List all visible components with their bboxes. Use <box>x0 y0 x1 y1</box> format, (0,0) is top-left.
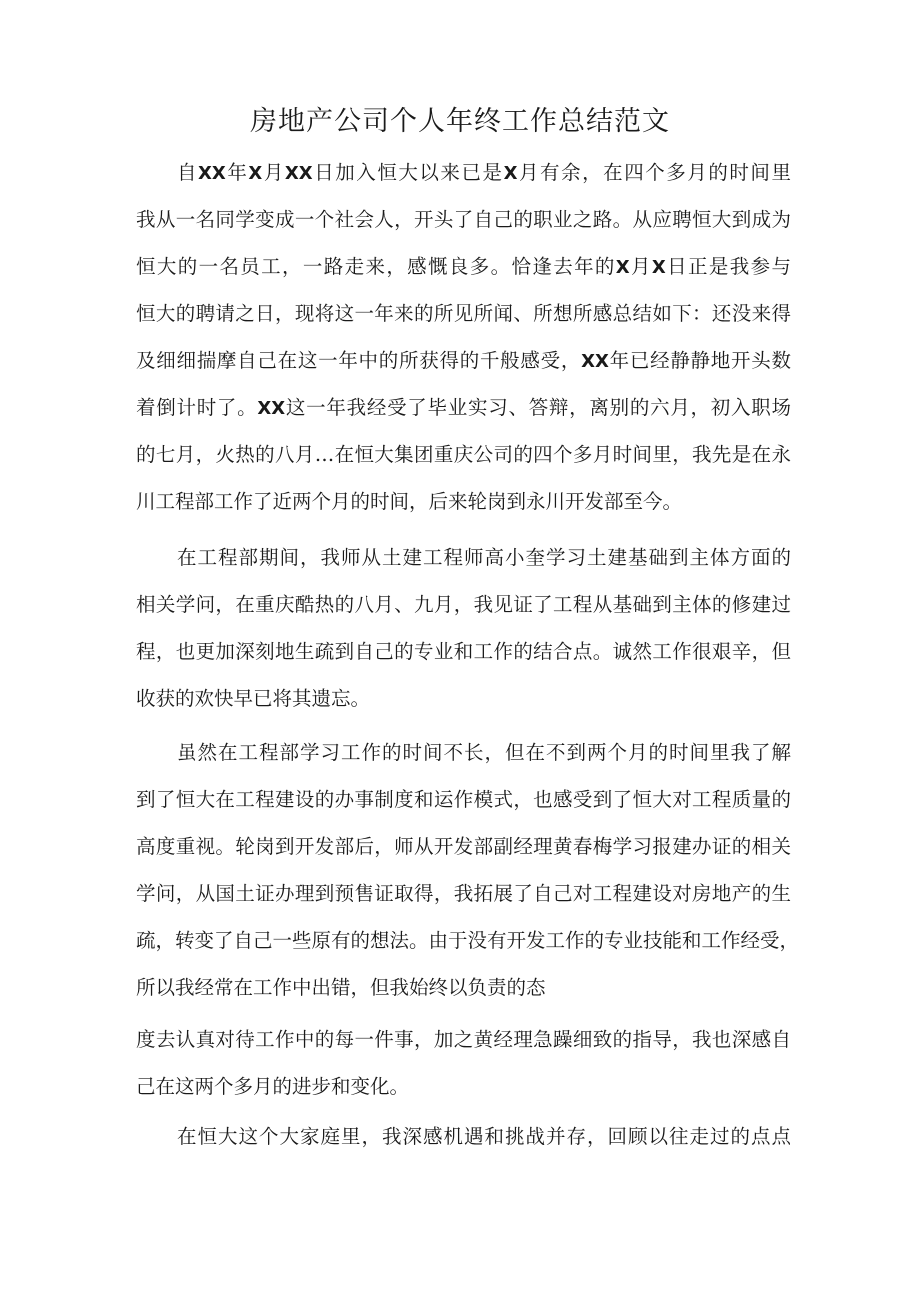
placeholder-mark: XX <box>257 398 286 419</box>
paragraph-line: 在工程部期间，我师从土建工程师高小奎学习土建基础到主体方面的 <box>177 546 791 569</box>
paragraph-line: 度去认真对待工作中的每一件事，加之黄经理急躁细致的指导，我也深感自 <box>136 1028 791 1051</box>
paragraph-line: 己在这两个多月的进步和变化。 <box>136 1075 410 1098</box>
placeholder-mark: XX <box>198 163 226 184</box>
paragraph-line: 收获的欢快早已将其遗忘。 <box>136 687 371 710</box>
paragraph-line: 自XX年X月XX日加入恒大以来已是X月有余，在四个多月的时间里 <box>177 161 791 184</box>
paragraph-line: 学问，从国土证办理到预售证取得，我拓展了自己对工程建设对房地产的生 <box>136 882 791 905</box>
paragraph-line: 所以我经常在工作中出错，但我始终以负责的态 <box>136 976 546 999</box>
paragraph-line: 到了恒大在工程建设的办事制度和运作模式，也感受到了恒大对工程质量的 <box>136 788 791 811</box>
paragraph-line: 的七月，火热的八月…在恒大集团重庆公司的四个多月时间里，我先是在永 <box>136 443 791 466</box>
paragraph-line: 川工程部工作了近两个月的时间，后来轮岗到永川开发部至今。 <box>136 490 683 513</box>
paragraph-line: 高度重视。轮岗到开发部后，师从开发部副经理黄春梅学习报建办证的相关 <box>136 835 791 858</box>
paragraph-line: 在恒大这个大家庭里，我深感机遇和挑战并存，回顾以往走过的点点 <box>177 1125 791 1148</box>
paragraph-line: 着倒计时了。XX这一年我经受了毕业实习、答辩，离别的六月，初入职场 <box>136 396 791 419</box>
placeholder-mark: X <box>248 163 263 184</box>
paragraph-line: 恒大的一名员工，一路走来，感慨良多。恰逢去年的X月X日正是我参与 <box>136 255 791 278</box>
paragraph-line: 虽然在工程部学习工作的时间不长，但在不到两个月的时间里我了解 <box>177 741 791 764</box>
placeholder-mark: XX <box>581 351 609 372</box>
placeholder-mark: X <box>615 257 630 278</box>
paragraph-line: 我从一名同学变成一个社会人，开头了自己的职业之路。从应聘恒大到成为 <box>136 208 791 231</box>
paragraph-line: 恒大的聘请之日，现将这一年来的所见所闻、所想所感总结如下：还没来得 <box>136 302 791 325</box>
placeholder-mark: X <box>503 163 518 184</box>
paragraph-line: 程，也更加深刻地生疏到自己的专业和工作的结合点。诚然工作很艰辛，但 <box>136 640 791 663</box>
document-title: 房地产公司个人年终工作总结范文 <box>250 106 670 137</box>
paragraph-line: 相关学问，在重庆酷热的八月、九月，我见证了工程从基础到主体的修建过 <box>136 593 791 616</box>
placeholder-mark: X <box>651 257 666 278</box>
placeholder-mark: XX <box>284 163 313 184</box>
paragraph-line: 疏，转变了自己一些原有的想法。由于没有开发工作的专业技能和工作经受， <box>136 929 800 952</box>
paragraph-line: 及细细揣摩自己在这一年中的所获得的千般感受，XX年已经静静地开头数 <box>136 349 791 372</box>
